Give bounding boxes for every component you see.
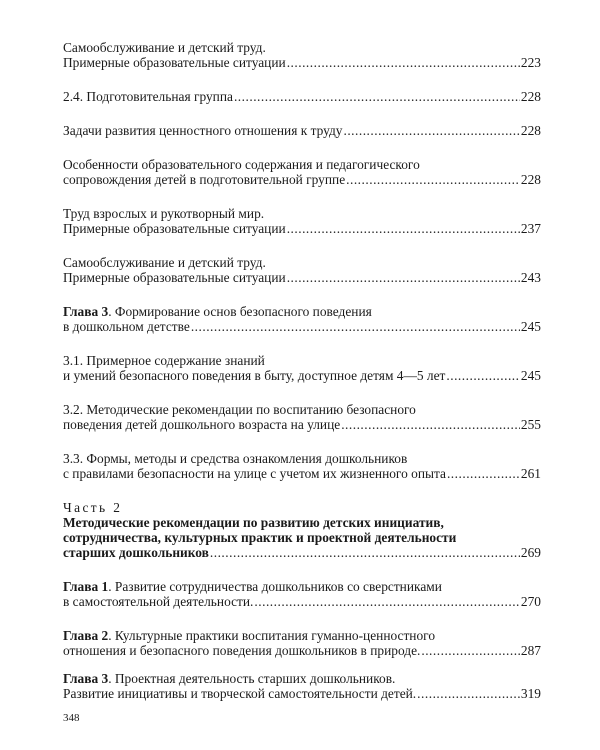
toc-chapter-entry [63,628,541,658]
table-of-contents [63,40,541,720]
toc-entry-line: Труд взрослых и рукотворный мир. [63,206,265,221]
part-title-line: старших дошкольников [63,545,209,560]
toc-page-number: 228 [520,89,541,104]
dot-leader [446,368,520,383]
toc-chapter-entry [63,671,541,701]
dot-leader [191,319,520,334]
toc-page-number: 319 [520,686,541,701]
toc-entry-line: Задачи развития ценностного отношения к труду [63,123,343,138]
toc-page-number: 228 [520,123,541,138]
toc-entry-line: Самообслуживание и детский труд. [63,40,266,55]
chapter-title: . Развитие сотрудничества дошкольников со сверстниками [108,579,442,594]
toc-part-entry [63,500,541,560]
part-label: Часть 2 [63,500,123,515]
chapter-label: Глава 3 [63,304,109,319]
dot-leader [210,545,520,560]
chapter-title: . Культурные практики воспитания гуманно-ценностного [108,628,436,643]
toc-page-number: 245 [520,319,541,334]
toc-entry-line: отношения и безопасного поведения дошкольников в природе. [63,643,421,658]
dot-leader [447,466,520,481]
toc-entry-line: 3.2. Методические рекомендации по воспитанию безопасного [63,402,416,417]
toc-entry [63,255,541,285]
toc-entry [63,353,541,383]
toc-entry-line: и умений безопасного поведения в быту, доступное детям 4—5 лет [63,368,446,383]
page-number: 348 [63,712,80,724]
toc-page-number: 228 [520,172,541,187]
toc-entry-line: сопровождения детей в подготовительной группе [63,172,346,187]
toc-entry [63,402,541,432]
toc-entry-line: Самообслуживание и детский труд. [63,255,266,270]
toc-page-number: 270 [520,594,541,609]
toc-chapter-entry [63,304,541,334]
toc-entry-line: 3.3. Формы, методы и средства ознакомления дошкольников [63,451,408,466]
toc-entry-line: Развитие инициативы и творческой самостоятельности детей. [63,686,417,701]
toc-entry [63,206,541,236]
toc-entry [63,157,541,187]
toc-entry-line: в дошкольном детстве [63,319,190,334]
toc-entry [63,451,541,481]
toc-page-number: 243 [520,270,541,285]
toc-chapter-entry [63,579,541,609]
dot-leader [234,89,520,104]
toc-entry [63,123,541,138]
toc-page-number: 287 [520,643,541,658]
dot-leader [346,172,520,187]
dot-leader [287,270,520,285]
chapter-title: . Проектная деятельность старших дошкольников. [108,671,396,686]
dot-leader [417,686,520,701]
toc-page-number: 255 [520,417,541,432]
toc-page-number: 261 [520,466,541,481]
chapter-label: Глава 2 [63,628,109,643]
toc-page-number: 245 [520,368,541,383]
toc-entry-line: Примерные образовательные ситуации [63,221,286,236]
chapter-label: Глава 1 [63,579,109,594]
toc-section-heading: 2.4. Подготовительная группа [63,89,233,104]
toc-entry-line: Особенности образовательного содержания и педагогического [63,157,420,172]
toc-entry-line: Примерные образовательные ситуации [63,270,286,285]
toc-entry-line: поведения детей дошкольного возраста на улице [63,417,341,432]
toc-entry [63,40,541,70]
toc-entry-line: Примерные образовательные ситуации [63,55,286,70]
chapter-label: Глава 3 [63,671,109,686]
dot-leader [343,123,519,138]
toc-entry-line: с правилами безопасности на улице с учетом их жизненного опыта [63,466,446,481]
toc-page-number: 223 [520,55,541,70]
dot-leader [341,417,520,432]
part-title-line: сотрудничества, культурных практик и проектной деятельности [63,530,457,545]
toc-page-number: 269 [520,545,541,560]
part-title-line: Методические рекомендации по развитию детских инициатив, [63,515,444,530]
toc-entry [63,89,541,104]
dot-leader [287,221,520,236]
toc-entry-line: 3.1. Примерное содержание знаний [63,353,265,368]
toc-page-number: 237 [520,221,541,236]
dot-leader [287,55,520,70]
toc-entry-line: в самостоятельной деятельности. [63,594,254,609]
dot-leader [421,643,520,658]
dot-leader [254,594,520,609]
chapter-title: . Формирование основ безопасного поведения [108,304,372,319]
